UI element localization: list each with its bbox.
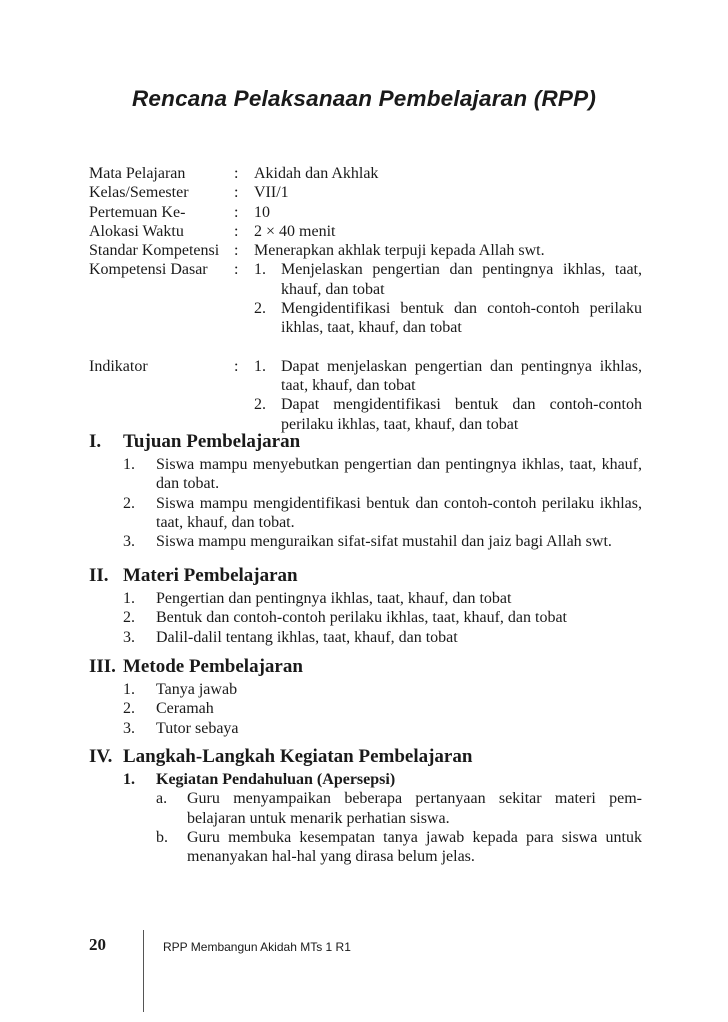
- list-item: [123, 494, 642, 533]
- info-value: Menerapkan akhlak terpuji kepada Allah swt.: [254, 242, 545, 260]
- item-text: Menjelaskan pengertian dan pentingnya ikhlas, taat, khauf, dan tobat: [281, 261, 642, 298]
- info-colon: :: [234, 203, 239, 221]
- list-item: [123, 628, 642, 647]
- section-heading: [89, 745, 642, 769]
- info-label: Pertemuan Ke-: [89, 203, 186, 221]
- section-title: Metode Pembelajaran: [123, 656, 303, 677]
- list-item: [123, 608, 642, 627]
- item-text: Tanya jawab: [156, 681, 238, 698]
- section-list: [123, 770, 642, 866]
- section-heading: [89, 430, 642, 454]
- list-item: [156, 828, 642, 867]
- info-value: VII/1: [254, 184, 289, 202]
- item-number: 3.: [123, 533, 135, 551]
- item-number: 2.: [254, 396, 266, 414]
- item-number: 1.: [123, 681, 135, 698]
- info-row-pertemuan: [89, 203, 642, 222]
- item-text: Siswa mampu menyebutkan pengertian dan pentingnya ikhlas, taat, khauf, dan tobat.: [156, 456, 642, 493]
- section-number: II.: [89, 565, 109, 586]
- item-text: Siswa mampu mengidentifikasi bentuk dan contoh-contoh perilaku ikhlas, taat, khauf, dan tobat.: [156, 494, 642, 531]
- item-text: Dapat menjelaskan pengertian dan pentingnya ikhlas, taat, khauf, dan tobat: [281, 357, 642, 394]
- section-number: IV.: [89, 746, 113, 767]
- section-title: Materi Pembelajaran: [123, 565, 298, 586]
- info-colon: :: [234, 222, 239, 240]
- item-text: Dalil-dalil tentang ikhlas, taat, khauf, dan tobat: [156, 628, 458, 646]
- info-label: Kelas/Semester: [89, 184, 189, 202]
- info-label: Mata Pelajaran: [89, 165, 186, 182]
- info-colon: :: [234, 184, 239, 202]
- list-item: [123, 680, 642, 699]
- list-item: [123, 455, 642, 494]
- item-letter: b.: [156, 828, 168, 846]
- section-number: III.: [89, 656, 116, 677]
- list-item: [254, 395, 642, 434]
- item-text: Guru membuka kesempatan tanya jawab kepada para siswa untuk menanyakan hal-hal yang dirasa belum jelas.: [187, 828, 642, 866]
- section-list: [123, 680, 642, 738]
- list-item: [156, 789, 642, 828]
- item-number: 3.: [123, 719, 135, 737]
- subsection-heading: [123, 770, 642, 789]
- indikator-list: [254, 357, 642, 434]
- subsection-title: Kegiatan Pendahuluan (Apersepsi): [156, 771, 396, 788]
- info-value: 10: [254, 203, 270, 221]
- item-text: Pengertian dan pentingnya ikhlas, taat, khauf, dan tobat: [156, 590, 512, 607]
- item-number: 2.: [123, 609, 135, 627]
- page-number: 20: [89, 935, 106, 954]
- info-colon: :: [234, 242, 239, 260]
- section-langkah: [89, 745, 642, 866]
- info-row-kelas-semester: [89, 183, 642, 202]
- item-text: Mengidentifikasi bentuk dan contoh-contoh perilaku ikhlas, taat, khauf, dan tobat: [281, 300, 642, 337]
- item-number: 2.: [123, 494, 135, 512]
- section-list: [123, 455, 642, 551]
- info-colon: :: [234, 357, 239, 375]
- list-item: [123, 532, 642, 551]
- item-text: Tutor sebaya: [156, 719, 239, 737]
- info-table: [89, 164, 642, 434]
- item-number: 1.: [254, 261, 266, 279]
- section-metode: [89, 655, 642, 738]
- item-letter: a.: [156, 790, 168, 808]
- info-label: Indikator: [89, 357, 148, 375]
- section-heading: [89, 564, 642, 588]
- info-label: Standar Kompetensi: [89, 242, 220, 260]
- item-number: 2.: [254, 300, 266, 318]
- info-value: Akidah dan Akhlak: [254, 165, 379, 182]
- list-item: [254, 299, 642, 338]
- section-tujuan: [89, 430, 642, 551]
- info-label: Kompetensi Dasar: [89, 261, 208, 279]
- info-row-standar-kompetensi: [89, 241, 642, 260]
- item-text: Guru menyampaikan beberapa pertanyaan sekitar materi pem-belajaran untuk menarik perhatian siswa.: [187, 790, 642, 827]
- info-colon: :: [234, 261, 239, 279]
- section-title: Langkah-Langkah Kegiatan Pembelajaran: [123, 746, 473, 767]
- info-colon: :: [234, 165, 239, 182]
- section-materi: [89, 564, 642, 647]
- list-item: [254, 260, 642, 299]
- item-number: 3.: [123, 628, 135, 646]
- list-item: [123, 589, 642, 608]
- section-heading: [89, 655, 642, 679]
- item-number: 1.: [254, 357, 266, 375]
- page-title: Rencana Pelaksanaan Pembelajaran (RPP): [131, 86, 597, 111]
- info-row-kompetensi-dasar: [89, 260, 642, 337]
- list-item: [254, 357, 642, 396]
- item-text: Siswa mampu menguraikan sifat-sifat mustahil dan jaiz bagi Allah swt.: [156, 533, 612, 551]
- list-item: [123, 699, 642, 718]
- item-number: 1.: [123, 771, 135, 788]
- list-item: [123, 719, 642, 738]
- item-text: Dapat mengidentifikasi bentuk dan contoh-contoh perilaku ikhlas, taat, khauf, dan tobat: [281, 396, 642, 433]
- info-row-indikator: [89, 357, 642, 434]
- footer-book-title: RPP Membangun Akidah MTs 1 R1: [163, 940, 351, 954]
- info-row-mata-pelajaran: [89, 164, 642, 183]
- footer-divider: [143, 930, 144, 1012]
- info-label: Alokasi Waktu: [89, 222, 184, 240]
- info-value: 2 × 40 menit: [254, 222, 336, 240]
- section-title: Tujuan Pembelajaran: [123, 431, 301, 452]
- item-number: 1.: [123, 590, 135, 607]
- item-text: Ceramah: [156, 700, 214, 718]
- section-number: I.: [89, 431, 102, 452]
- item-text: Bentuk dan contoh-contoh perilaku ikhlas, taat, khauf, dan tobat: [156, 609, 567, 627]
- info-row-alokasi-waktu: [89, 222, 642, 241]
- item-number: 1.: [123, 456, 135, 473]
- item-number: 2.: [123, 700, 135, 718]
- kompetensi-list: [254, 260, 642, 337]
- section-list: [123, 589, 642, 647]
